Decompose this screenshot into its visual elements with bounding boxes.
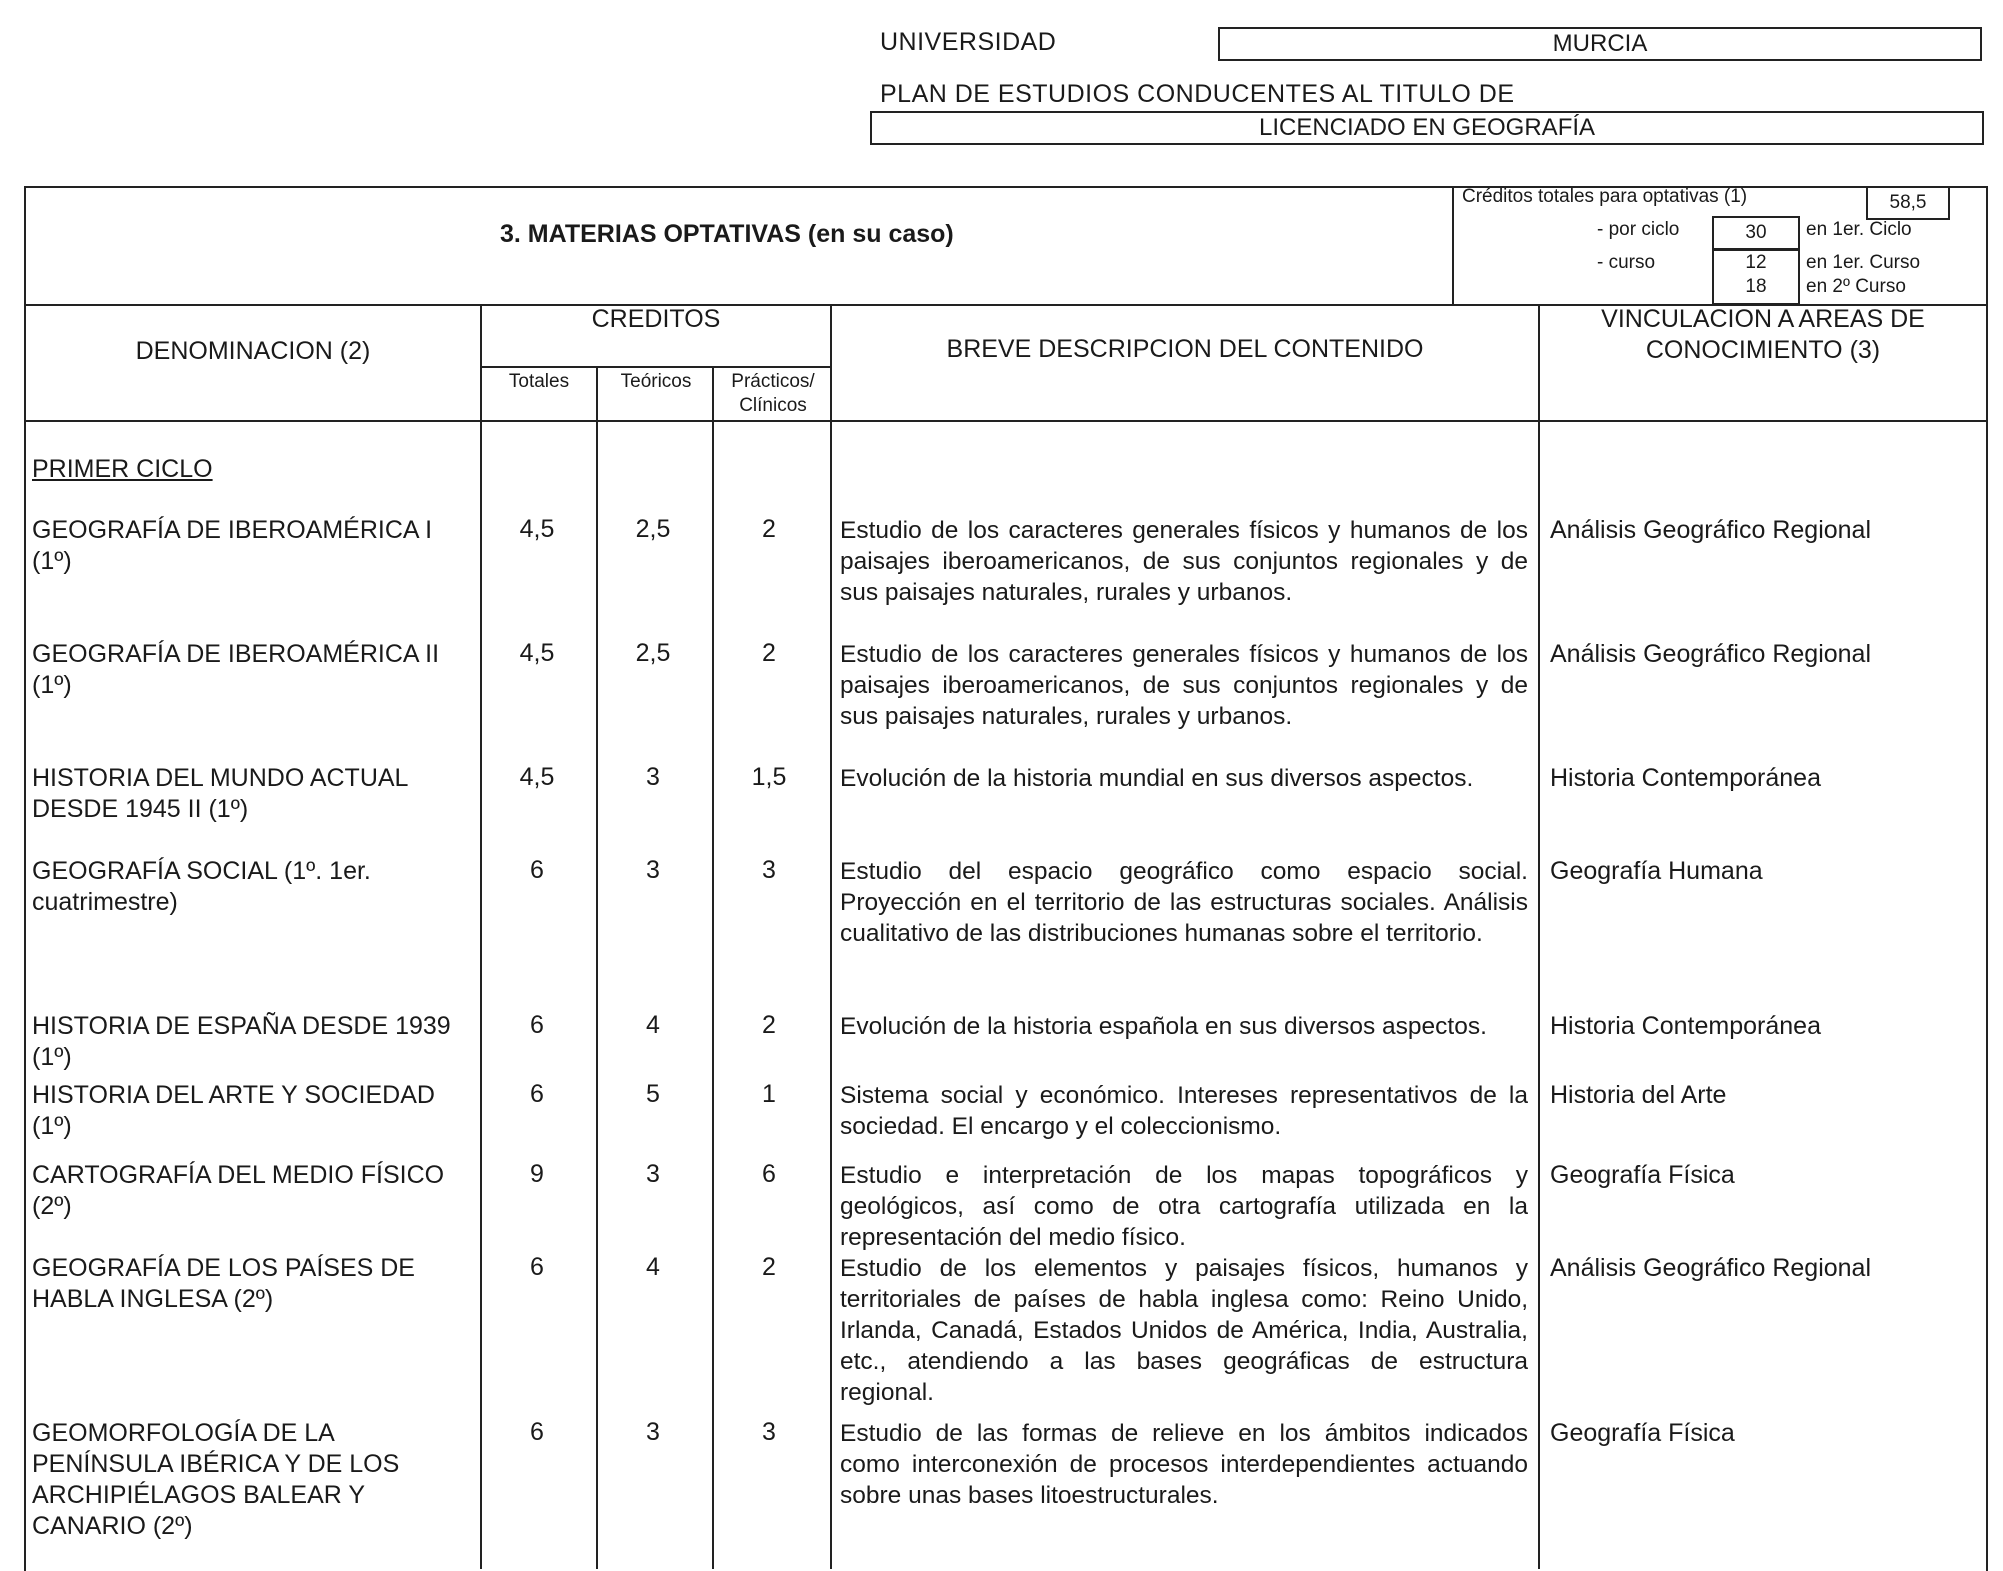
knowledge-area: Geografía Física (1550, 1419, 1735, 1447)
credits-teoricos: 4 (646, 1011, 660, 1039)
credits-practicos: 2 (762, 639, 776, 667)
course-name-line: HISTORIA DEL ARTE Y SOCIEDAD (32, 1081, 435, 1109)
credits-totales: 4,5 (519, 639, 555, 667)
course-name-line: PENÍNSULA IBÉRICA Y DE LOS (32, 1450, 400, 1478)
course-name-line: HISTORIA DE ESPAÑA DESDE 1939 (32, 1012, 451, 1040)
col-creditos: CREDITOS (591, 305, 721, 333)
credits-totales: 6 (530, 1080, 544, 1108)
knowledge-area: Análisis Geográfico Regional (1550, 1254, 1872, 1282)
col-practicos: Prácticos/ Clínicos (731, 371, 815, 416)
course-name (32, 763, 478, 825)
course-name-line: DESDE 1945 II (1º) (32, 795, 249, 823)
ciclo-note: en 1er. Ciclo (1806, 219, 1912, 240)
course-description: Evolución de la historia mundial en sus diversos aspectos. (840, 765, 1474, 792)
course-name (32, 1011, 478, 1073)
knowledge-area: Historia Contemporánea (1550, 764, 1821, 792)
course-name-line: (1º) (32, 1112, 72, 1140)
curso-note-2: en 2º Curso (1806, 276, 1906, 297)
course-name-line: GEOGRAFÍA DE IBEROAMÉRICA II (32, 640, 440, 668)
knowledge-area: Geografía Humana (1550, 857, 1763, 885)
course-name-line: GEOGRAFÍA DE LOS PAÍSES DE (32, 1254, 415, 1282)
course-description: Estudio de las formas de relieve en los ámbitos indicados como interconexión de procesos interdependientes actuando sobre unas bases litoestructurales. (840, 1420, 1528, 1509)
ciclo-label: - por ciclo (1597, 219, 1680, 240)
credits-teoricos: 3 (646, 856, 660, 884)
credits-practicos: 2 (762, 1011, 776, 1039)
credits-teoricos: 3 (646, 1160, 660, 1188)
course-description: Estudio e interpretación de los mapas topográficos y geológicos, así como de otra cartografía utilizada en la representación del medio físico. (840, 1162, 1528, 1251)
curso-value-1: 12 (1745, 252, 1767, 273)
universidad-value: MURCIA (1218, 27, 1982, 61)
credits-teoricos: 4 (646, 1253, 660, 1281)
course-name (32, 1253, 478, 1315)
col-denominacion: DENOMINACION (2) (135, 337, 371, 365)
credits-practicos: 1,5 (751, 763, 787, 791)
cycle-label: PRIMER CICLO (32, 455, 213, 483)
course-name-line: (1º) (32, 671, 72, 699)
course-name (32, 856, 478, 918)
credits-practicos: 2 (762, 515, 776, 543)
universidad-label: UNIVERSIDAD (880, 28, 1057, 56)
credits-totales: 4,5 (519, 763, 555, 791)
col-totales: Totales (508, 371, 570, 392)
course-name (32, 639, 478, 701)
course-name-line: HISTORIA DEL MUNDO ACTUAL (32, 764, 409, 792)
curso-value-2: 18 (1745, 276, 1767, 297)
curso-label: - curso (1597, 252, 1656, 273)
section-title: 3. MATERIAS OPTATIVAS (en su caso) (500, 220, 954, 248)
titulo-value: LICENCIADO EN GEOGRAFÍA (870, 111, 1984, 145)
course-name (32, 1418, 478, 1542)
knowledge-area: Geografía Física (1550, 1161, 1735, 1189)
course-name-line: CARTOGRAFÍA DEL MEDIO FÍSICO (32, 1161, 445, 1189)
credits-totales: 4,5 (519, 515, 555, 543)
knowledge-area: Historia Contemporánea (1550, 1012, 1821, 1040)
knowledge-area: Análisis Geográfico Regional (1550, 516, 1872, 544)
credits-teoricos: 3 (646, 763, 660, 791)
credits-practicos: 3 (762, 1418, 776, 1446)
credits-totales: 6 (530, 1253, 544, 1281)
course-name-line: (1º) (32, 547, 72, 575)
col-vinculacion: VINCULACION A AREAS DE CONOCIMIENTO (3) (1601, 305, 1925, 364)
credits-totales: 6 (530, 1418, 544, 1446)
credits-teoricos: 2,5 (635, 639, 671, 667)
credits-total-value: 58,5 (1866, 186, 1950, 220)
course-name-line: (1º) (32, 1043, 72, 1071)
course-description: Evolución de la historia española en sus diversos aspectos. (840, 1013, 1487, 1040)
course-description: Estudio de los caracteres generales físicos y humanos de los paisajes iberoamericanos, de sus conjuntos regionales y de sus paisajes naturales, rurales y urbanos. (840, 517, 1528, 606)
knowledge-area: Análisis Geográfico Regional (1550, 640, 1872, 668)
col-teoricos: Teóricos (620, 371, 692, 392)
course-name-line: ARCHIPIÉLAGOS BALEAR Y (32, 1481, 365, 1509)
course-name-line: GEOGRAFÍA SOCIAL (1º. 1er. (32, 857, 371, 885)
course-name-line: GEOMORFOLOGÍA DE LA (32, 1419, 335, 1447)
credits-practicos: 2 (762, 1253, 776, 1281)
course-name-line: CANARIO (2º) (32, 1512, 193, 1540)
course-name (32, 515, 478, 577)
course-name-line: GEOGRAFÍA DE IBEROAMÉRICA I (32, 516, 433, 544)
curso-note-1: en 1er. Curso (1806, 252, 1921, 273)
credits-teoricos: 3 (646, 1418, 660, 1446)
course-description: Estudio del espacio geográfico como espacio social. Proyección en el territorio de las estructuras sociales. Análisis cualitativo de las distribuciones humanas sobre el territorio. (840, 858, 1528, 947)
course-name (32, 1160, 478, 1222)
col-descripcion: BREVE DESCRIPCION DEL CONTENIDO (946, 335, 1424, 363)
course-description: Sistema social y económico. Intereses representativos de la sociedad. El encargo y el coleccionismo. (840, 1082, 1528, 1140)
credits-totales: 6 (530, 1011, 544, 1039)
credits-totales: 6 (530, 856, 544, 884)
curso-values-box (1712, 249, 1800, 305)
credits-practicos: 6 (762, 1160, 776, 1188)
course-description: Estudio de los elementos y paisajes físicos, humanos y territoriales de países de habla inglesa como: Reino Unido, Irlanda, Canadá, Estados Unidos de América, India, Australia, etc., atendiendo a las bases geográficas de estructura regional. (840, 1255, 1528, 1406)
course-name-line: HABLA INGLESA (2º) (32, 1285, 274, 1313)
credits-teoricos: 5 (646, 1080, 660, 1108)
credits-practicos: 1 (762, 1080, 776, 1108)
course-name (32, 1080, 478, 1142)
ciclo-value: 30 (1712, 216, 1800, 250)
course-name-line: (2º) (32, 1192, 72, 1220)
course-name-line: cuatrimestre) (32, 888, 178, 916)
credits-teoricos: 2,5 (635, 515, 671, 543)
plan-label: PLAN DE ESTUDIOS CONDUCENTES AL TITULO DE (880, 80, 1515, 108)
knowledge-area: Historia del Arte (1550, 1081, 1727, 1109)
credits-practicos: 3 (762, 856, 776, 884)
course-description: Estudio de los caracteres generales físicos y humanos de los paisajes iberoamericanos, de sus conjuntos regionales y de sus paisajes naturales, rurales y urbanos. (840, 641, 1528, 730)
credits-totales: 9 (530, 1160, 544, 1188)
credits-total-label: Créditos totales para optativas (1) (1462, 186, 1748, 207)
